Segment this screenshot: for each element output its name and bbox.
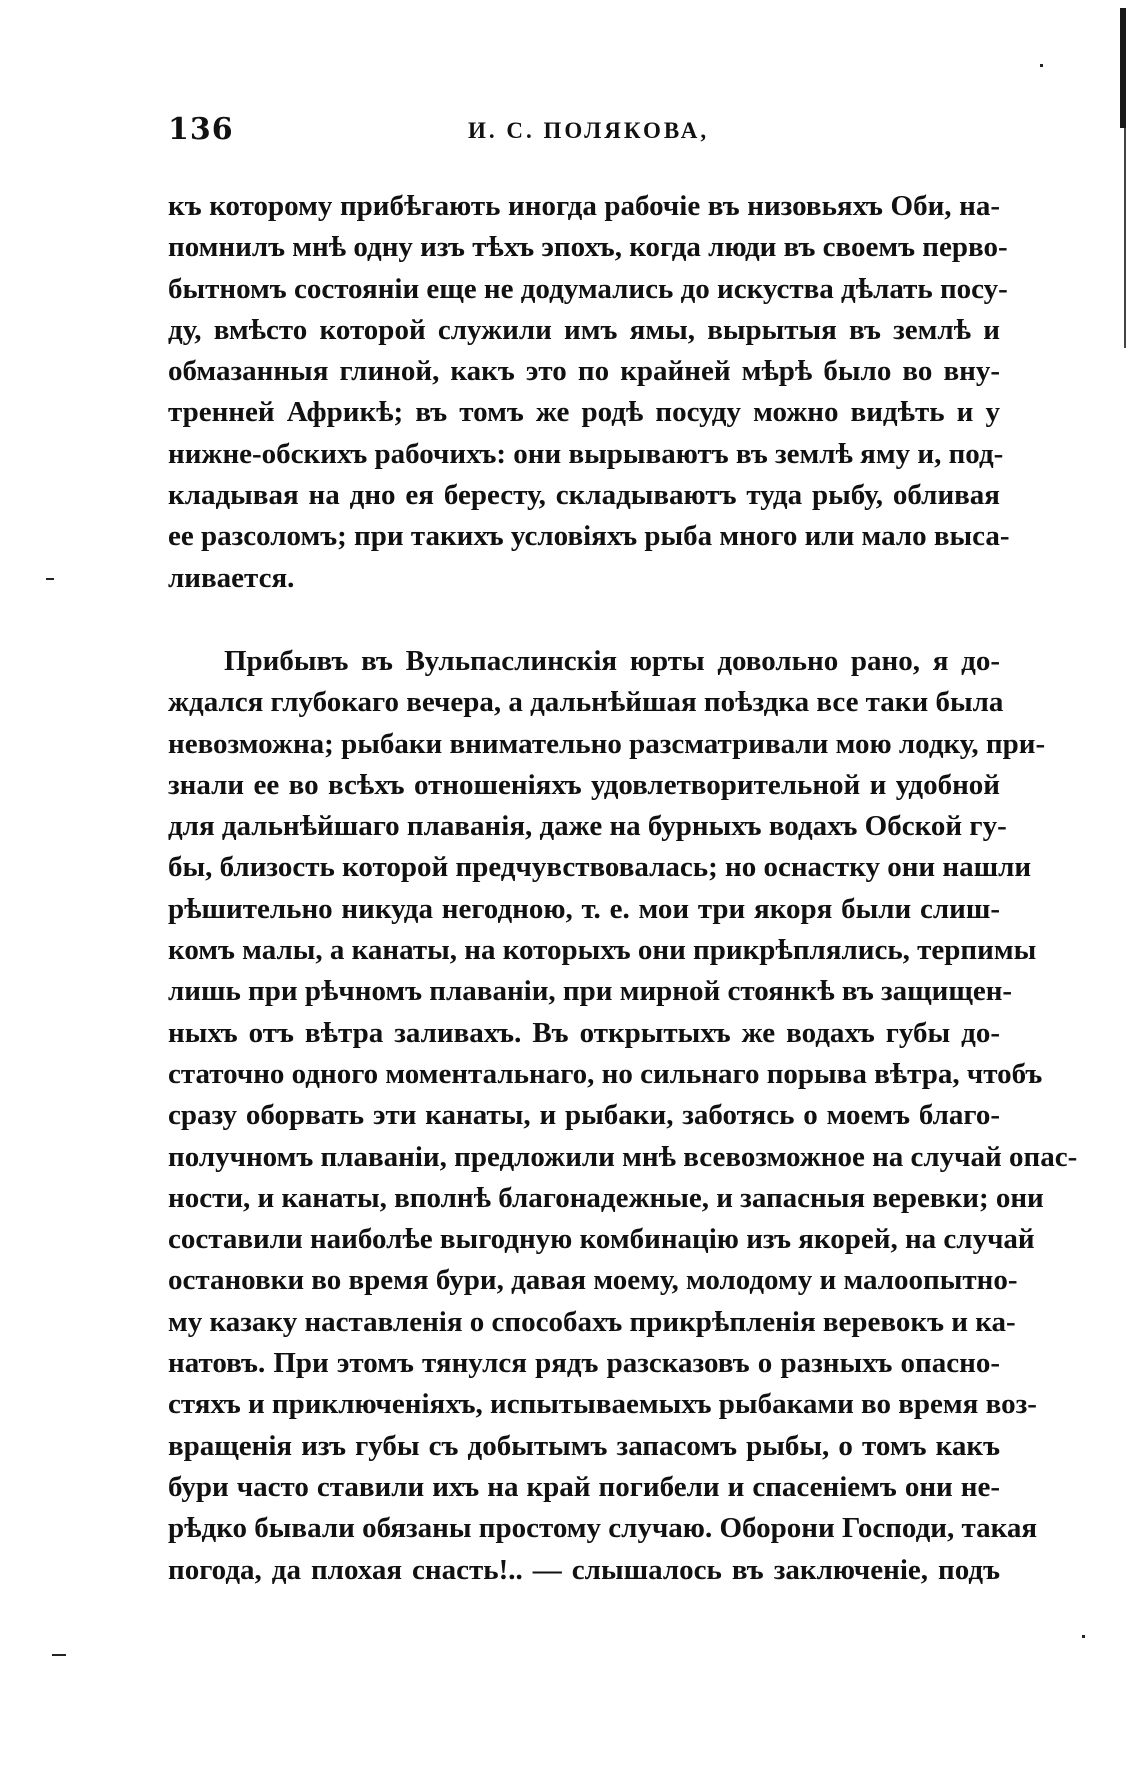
text-line: остановки во время бури, давая моему, молодому и малоопытно- (168, 1264, 1018, 1297)
text-line: ливается. (168, 561, 295, 594)
text-line: погода, да плохая снасть!.. — слышалось въ заключеніе, подъ (168, 1553, 1000, 1586)
page-edge-shadow (1120, 8, 1126, 128)
scan-speck (52, 1654, 66, 1656)
text-line: вращенія изъ губы съ добытымъ запасомъ рыбы, о томъ какъ (168, 1429, 1000, 1462)
text-line: знали ее во всѣхъ отношеніяхъ удовлетворительной и удобной (168, 768, 1000, 801)
text-line: му казаку наставленія о способахъ прикрѣпленія веревокъ и ка- (168, 1305, 1016, 1338)
scan-speck (46, 578, 54, 580)
text-line: ее разсоломъ; при такихъ условіяхъ рыба много или мало выса- (168, 520, 1010, 553)
text-line: бури часто ставили ихъ на край погибели и спасеніемъ они не- (168, 1470, 1000, 1503)
running-head: И. С. ПОЛЯКОВА, (468, 118, 710, 143)
text-line: бы, близость которой предчувствовалась; но оснастку они нашли (168, 851, 1032, 884)
text-line: сразу оборвать эти канаты, и рыбаки, заботясь о моемъ благо- (168, 1099, 1000, 1132)
text-line: стяхъ и приключеніяхъ, испытываемыхъ рыбаками во время воз- (168, 1388, 1037, 1421)
body-text (168, 186, 1078, 1591)
text-line: къ которому прибѣгають иногда рабочіе въ низовьяхъ Оби, на- (168, 190, 1000, 222)
text-line: тренней Африкѣ; въ томъ же родѣ посуду можно видѣть и у (168, 396, 1000, 429)
text-line: рѣшительно никуда негодною, т. е. мои три якоря были слиш- (168, 892, 1000, 925)
text-line: кладывая на дно ея бересту, складываютъ туда рыбу, обливая (168, 479, 1000, 512)
text-line: бытномъ состояніи еще не додумались до искуства дѣлать посу- (168, 272, 1008, 305)
text-line: обмазанныя глиной, какъ это по крайней мѣрѣ было во вну- (168, 355, 1000, 388)
page-edge-line (1124, 128, 1126, 348)
scan-speck (1040, 64, 1043, 67)
text-line: получномъ плаваніи, предложили мнѣ всевозможное на случай опас- (168, 1140, 1078, 1173)
text-line: нижне-обскихъ рабочихъ: они вырываютъ въ землѣ яму и, под- (168, 437, 1004, 470)
text-line: натовъ. При этомъ тянулся рядъ разсказовъ о разныхъ опасно- (168, 1347, 1000, 1380)
text-line: ждался глубокаго вечера, а дальнѣйшая поѣздка все таки была (168, 686, 1004, 719)
text-line: рѣдко бывали обязаны простому случаю. Оборони Господи, такая (168, 1512, 1038, 1545)
text-line: помнилъ мнѣ одну изъ тѣхъ эпохъ, когда люди въ своемъ перво- (168, 231, 1008, 264)
text-line: ду, вмѣсто которой служили имъ ямы, вырытыя въ землѣ и (168, 313, 1000, 346)
text-line: составили наиболѣе выгодную комбинацію изъ якорей, на случай (168, 1223, 1035, 1256)
text-line: для дальнѣйшаго плаванія, даже на бурныхъ водахъ Обской гу- (168, 810, 1007, 843)
text-line: ности, и канаты, вполнѣ благонадежные, и запасныя веревки; они (168, 1181, 1044, 1214)
scan-speck (1082, 1635, 1085, 1638)
paragraph-gap (168, 599, 1000, 641)
text-line: Прибывъ въ Вульпаслинскія юрты довольно рано, я до- (224, 644, 1000, 677)
page-number: 136 (168, 112, 234, 147)
text-line: статочно одного моментальнаго, но сильнаго порыва вѣтра, чтобъ (168, 1057, 1043, 1090)
paragraph-1 (168, 186, 1010, 599)
paragraph-2 (168, 641, 1078, 1591)
text-line: ныхъ отъ вѣтра заливахъ. Въ открытыхъ же водахъ губы до- (168, 1016, 1000, 1049)
text-line: невозможна; рыбаки внимательно разсматривали мою лодку, при- (168, 727, 1046, 760)
text-line: комъ малы, а канаты, на которыхъ они прикрѣплялись, терпимы (168, 934, 1037, 967)
page-header (168, 112, 1000, 152)
text-line: лишь при рѣчномъ плаваніи, при мирной стоянкѣ въ защищен- (168, 975, 1013, 1008)
